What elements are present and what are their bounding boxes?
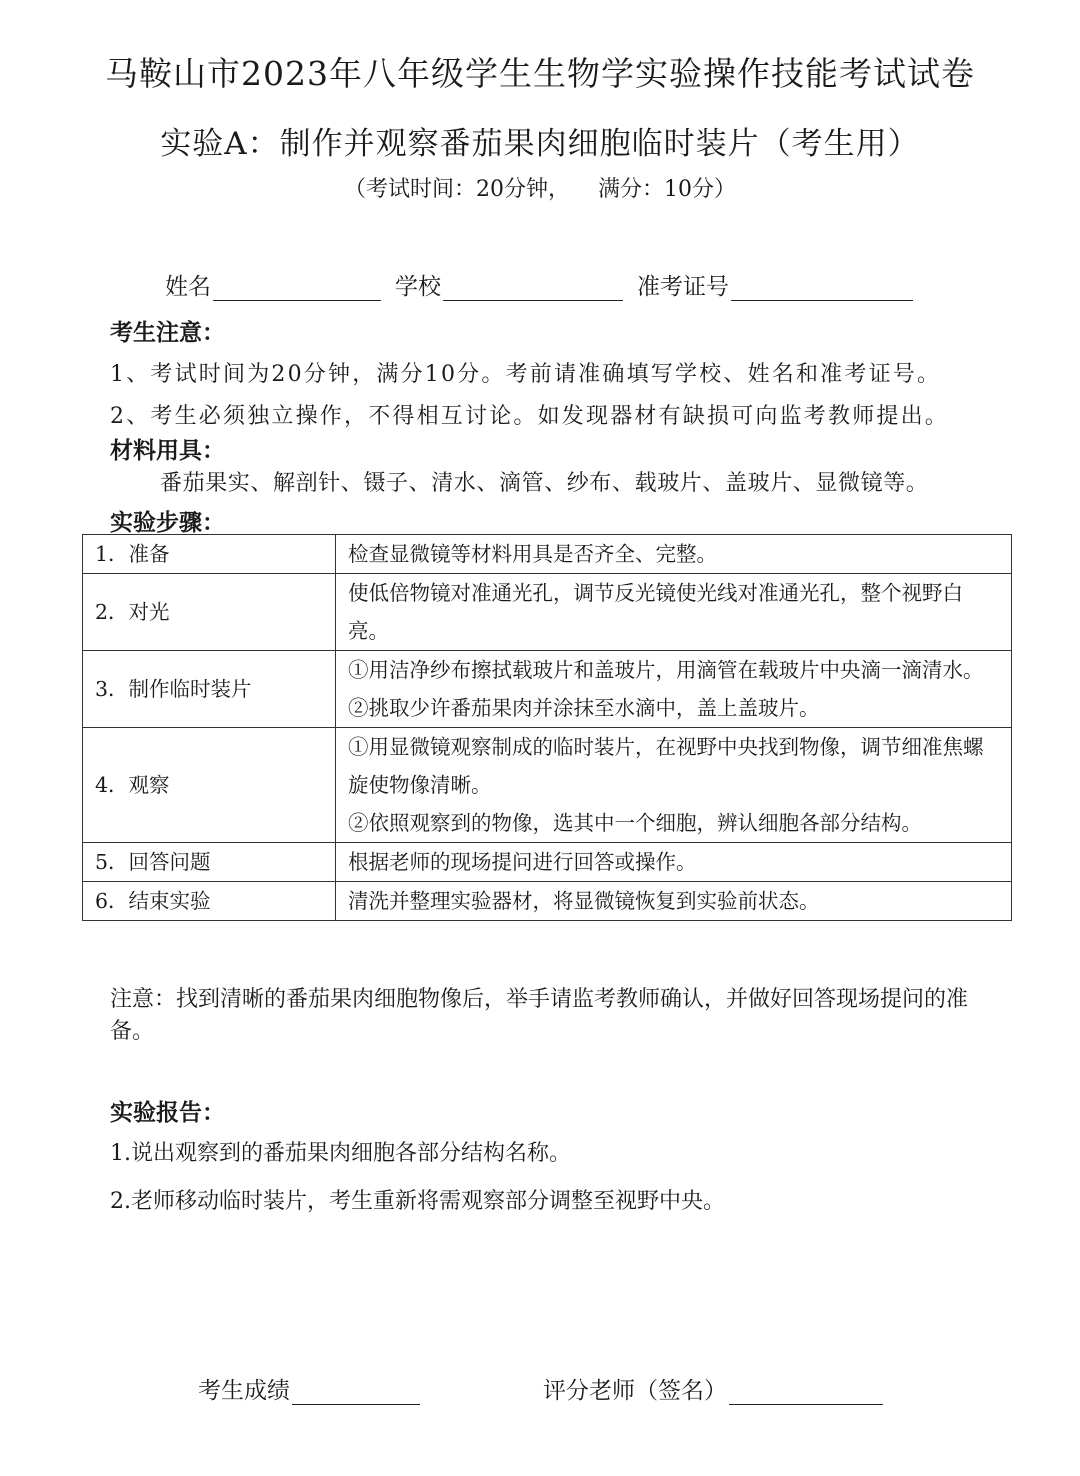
grader-label: 评分老师（签名） [543,1378,727,1404]
step-content: 使低倍物镜对准通光孔，调节反光镜使光线对准通光孔，整个视野白亮。 [336,574,1012,651]
ticket-label: 准考证号 [637,274,729,300]
score-field[interactable] [198,1372,420,1405]
materials-text: 番茄果实、解剖针、镊子、清水、滴管、纱布、载玻片、盖玻片、显微镜等。 [160,471,929,496]
exam-title: 马鞍山市2023年八年级学生生物学实验操作技能考试试卷 [105,54,975,93]
name-field[interactable] [165,268,381,301]
grader-field[interactable] [543,1372,883,1405]
ticket-field[interactable] [637,268,913,301]
ticket-blank[interactable] [731,276,913,301]
materials-heading: 材料用具： [110,437,225,464]
step-content: ①用洁净纱布擦拭载玻片和盖玻片，用滴管在载玻片中央滴一滴清水。 ②挑取少许番茄果肉并涂抹至水滴中，盖上盖玻片。 [336,651,1012,728]
notice-heading: 考生注意： [110,319,225,346]
notice-item: 1、考试时间为20分钟，满分10分。考前请准确填写学校、姓名和准考证号。 [110,362,942,387]
step-name: 4．观察 [83,728,336,843]
candidate-info-line [165,268,913,301]
step-name: 1．准备 [83,535,336,574]
step-name: 5．回答问题 [83,843,336,882]
notice-item: 2、考生必须独立操作，不得相互讨论。如发现器材有缺损可向监考教师提出。 [110,404,949,429]
step-content: ①用显微镜观察制成的临时装片，在视野中央找到物像，调节细准焦螺旋使物像清晰。 ②依照观察到的物像，选其中一个细胞，辨认细胞各部分结构。 [336,728,1012,843]
step-name: 6．结束实验 [83,882,336,921]
report-item: 1.说出观察到的番茄果肉细胞各部分结构名称。 [110,1141,571,1166]
step-name: 2．对光 [83,574,336,651]
step-content: 检查显微镜等材料用具是否齐全、完整。 [336,535,1012,574]
table-row [83,535,1012,574]
experiment-subtitle: 实验A：制作并观察番茄果肉细胞临时装片（考生用） [160,126,920,162]
report-heading: 实验报告： [110,1099,225,1126]
step-content: 根据老师的现场提问进行回答或操作。 [336,843,1012,882]
step-name: 3．制作临时装片 [83,651,336,728]
report-item: 2.老师移动临时装片，考生重新将需观察部分调整至视野中央。 [110,1189,725,1214]
school-blank[interactable] [443,276,623,301]
school-field[interactable] [395,268,623,301]
exam-time-score: （考试时间：20分钟， 满分：10分） [344,177,736,202]
attention-note: 注意：找到清晰的番茄果肉细胞物像后，举手请监考教师确认，并做好回答现场提问的准备。 [110,987,969,1044]
table-row [83,651,1012,728]
score-label: 考生成绩 [198,1378,290,1404]
table-row [83,574,1012,651]
name-blank[interactable] [213,276,381,301]
table-row [83,882,1012,921]
table-row [83,843,1012,882]
name-label: 姓名 [165,274,211,300]
step-content: 清洗并整理实验器材，将显微镜恢复到实验前状态。 [336,882,1012,921]
steps-heading: 实验步骤： [110,509,225,536]
score-blank[interactable] [292,1380,420,1405]
grader-signature-blank[interactable] [729,1380,883,1405]
steps-table [82,534,1012,921]
school-label: 学校 [395,274,441,300]
table-row [83,728,1012,843]
